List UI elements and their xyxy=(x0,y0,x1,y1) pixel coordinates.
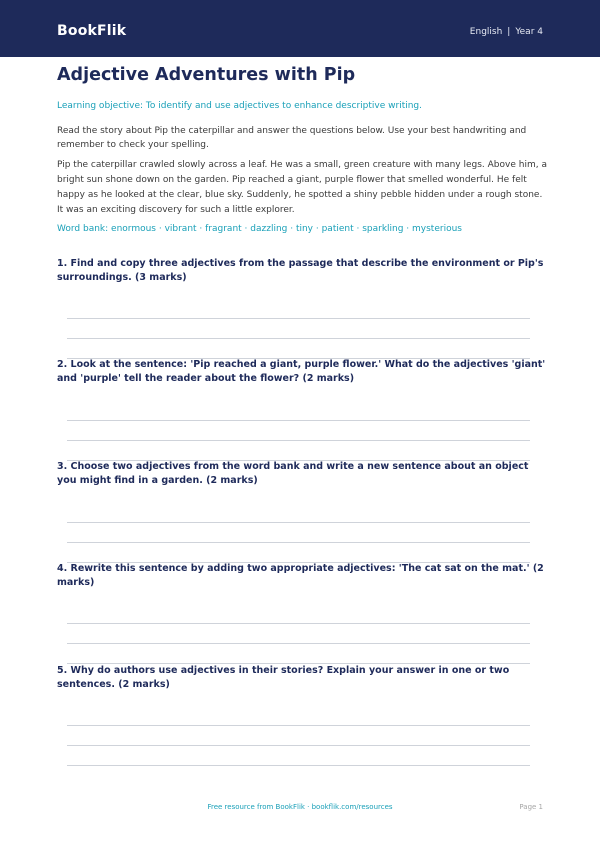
answer-line[interactable] xyxy=(67,643,530,644)
answer-line[interactable] xyxy=(67,440,530,441)
brand-logo-text[interactable]: BookFlik xyxy=(57,23,127,39)
footer-source-link[interactable]: Free resource from BookFlik · bookflik.com/resources xyxy=(207,803,393,811)
answer-line[interactable] xyxy=(67,542,530,543)
question-2 xyxy=(57,358,547,386)
answer-line[interactable] xyxy=(67,318,530,319)
question-text: 5. Why do authors use adjectives in their stories? Explain your answer in one or two sentences. (2 marks) xyxy=(57,665,510,690)
subject-label: English xyxy=(469,27,503,37)
question-3 xyxy=(57,460,547,488)
question-text: 2. Look at the sentence: 'Pip reached a giant, purple flower.' What do the adjectives 'giant' and 'purple' tell the reader about the flower? (2 marks) xyxy=(57,359,546,384)
page-number: Page 1 xyxy=(519,803,543,811)
question-1 xyxy=(57,257,547,285)
question-text: 3. Choose two adjectives from the word bank and write a new sentence about an object you might find in a garden. (2 marks) xyxy=(57,461,529,486)
question-text: 4. Rewrite this sentence by adding two appropriate adjectives: 'The cat sat on the mat.' (2 marks) xyxy=(57,563,544,588)
answer-line[interactable] xyxy=(67,338,530,339)
year-label: Year 4 xyxy=(515,27,543,37)
header-bar xyxy=(0,0,600,57)
word-bank: Word bank: enormous · vibrant · fragrant · dazzling · tiny · patient · sparkling · mysterious xyxy=(57,224,462,234)
answer-line[interactable] xyxy=(67,725,530,726)
story-passage: Pip the caterpillar crawled slowly across a leaf. He was a small, green creature with many legs. Above him, a bright sun shone down on the garden. Pip reached a giant, purple flower that smelled wonderful. He felt happy as he looked at the clear, blue sky. Suddenly, he spotted a shiny pebble hidden under a rough stone. It was an exciting discovery for such a little explorer. xyxy=(57,160,547,215)
answer-line[interactable] xyxy=(67,420,530,421)
answer-line[interactable] xyxy=(67,765,530,766)
question-4 xyxy=(57,562,547,590)
subject-breadcrumb xyxy=(470,27,543,37)
instructions-text: Read the story about Pip the caterpillar and answer the questions below. Use your best handwriting and remember to check your spelling. xyxy=(57,126,527,150)
answer-line[interactable] xyxy=(67,623,530,624)
answer-line[interactable] xyxy=(67,522,530,523)
question-text: 1. Find and copy three adjectives from the passage that describe the environment or Pip's surroundings. (3 marks) xyxy=(57,258,544,283)
learning-objective: Learning objective: To identify and use adjectives to enhance descriptive writing. xyxy=(57,101,423,111)
breadcrumb-separator: | xyxy=(507,27,511,37)
answer-line[interactable] xyxy=(67,745,530,746)
question-5 xyxy=(57,664,547,692)
worksheet-title: Adjective Adventures with Pip xyxy=(57,65,356,85)
